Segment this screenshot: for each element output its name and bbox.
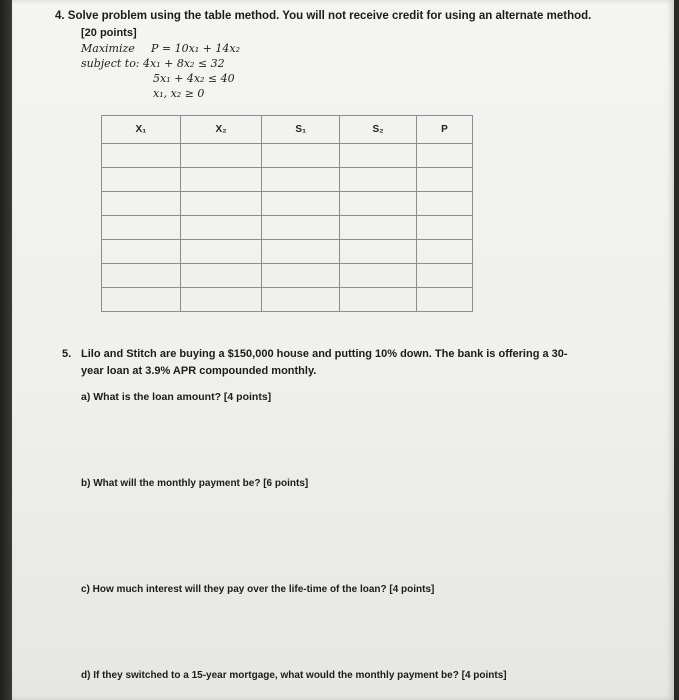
table-cell[interactable] bbox=[102, 192, 181, 216]
question-5-text-line-2: year loan at 3.9% APR compounded monthly. bbox=[81, 365, 317, 377]
table-cell[interactable] bbox=[340, 240, 417, 264]
subject-to-label: subject to: bbox=[81, 57, 140, 70]
question-5-number: 5. bbox=[62, 348, 72, 360]
table-cell[interactable] bbox=[102, 144, 181, 168]
table-cell[interactable] bbox=[180, 288, 262, 312]
table-cell[interactable] bbox=[416, 216, 472, 240]
table-cell[interactable] bbox=[340, 216, 417, 240]
table-cell[interactable] bbox=[102, 264, 181, 288]
table-row bbox=[102, 288, 473, 312]
table-cell[interactable] bbox=[102, 168, 181, 192]
table-cell[interactable] bbox=[180, 144, 262, 168]
table-row bbox=[102, 192, 473, 216]
table-cell[interactable] bbox=[416, 168, 472, 192]
table-cell[interactable] bbox=[416, 240, 472, 264]
table-cell[interactable] bbox=[340, 288, 417, 312]
table-cell[interactable] bbox=[262, 192, 340, 216]
question-4-points: [20 points] bbox=[81, 27, 137, 39]
header-p: P bbox=[416, 116, 472, 144]
header-s2: S₂ bbox=[340, 116, 417, 144]
table-cell[interactable] bbox=[262, 288, 340, 312]
question-5-part-c: c) How much interest will they pay over the life-time of the loan? [4 points] bbox=[81, 584, 435, 595]
table-row bbox=[102, 264, 473, 288]
constraint-1: 4x₁ + 8x₂ ≤ 32 bbox=[143, 57, 225, 70]
header-x1: X₁ bbox=[102, 116, 181, 144]
table-cell[interactable] bbox=[416, 288, 472, 312]
table-cell[interactable] bbox=[340, 144, 417, 168]
maximize-label: Maximize bbox=[81, 42, 135, 55]
simplex-header-row bbox=[102, 116, 473, 144]
table-cell[interactable] bbox=[102, 288, 181, 312]
background-edge-left bbox=[0, 0, 12, 700]
nonnegativity-constraint: x₁, x₂ ≥ 0 bbox=[153, 87, 205, 100]
question-5-part-b: b) What will the monthly payment be? [6 points] bbox=[81, 478, 309, 489]
question-4-heading: 4. Solve problem using the table method. You will not receive credit for using an alternate method. bbox=[55, 10, 592, 22]
table-cell[interactable] bbox=[416, 192, 472, 216]
table-row bbox=[102, 240, 473, 264]
table-cell[interactable] bbox=[180, 168, 262, 192]
question-5-text-line-1: Lilo and Stitch are buying a $150,000 house and putting 10% down. The bank is offering a 30- bbox=[81, 348, 568, 360]
table-cell[interactable] bbox=[262, 264, 340, 288]
table-row bbox=[102, 168, 473, 192]
constraint-row-2 bbox=[153, 72, 235, 85]
table-cell[interactable] bbox=[102, 240, 181, 264]
table-cell[interactable] bbox=[262, 240, 340, 264]
table-cell[interactable] bbox=[102, 216, 181, 240]
background-edge-right bbox=[674, 0, 679, 700]
objective-function: P = 10x₁ + 14x₂ bbox=[151, 42, 241, 55]
table-cell[interactable] bbox=[340, 264, 417, 288]
table-row bbox=[102, 216, 473, 240]
simplex-table bbox=[101, 115, 473, 312]
table-cell[interactable] bbox=[180, 264, 262, 288]
table-cell[interactable] bbox=[180, 192, 262, 216]
question-5-part-d: d) If they switched to a 15-year mortgage, what would the monthly payment be? [4 points] bbox=[81, 670, 507, 681]
question-5-part-a: a) What is the loan amount? [4 points] bbox=[81, 391, 272, 403]
header-s1: S₁ bbox=[262, 116, 340, 144]
table-cell[interactable] bbox=[340, 192, 417, 216]
table-cell[interactable] bbox=[416, 264, 472, 288]
table-cell[interactable] bbox=[416, 144, 472, 168]
table-cell[interactable] bbox=[340, 168, 417, 192]
table-cell[interactable] bbox=[180, 240, 262, 264]
table-cell[interactable] bbox=[262, 168, 340, 192]
header-x2: X₂ bbox=[180, 116, 262, 144]
objective-row bbox=[81, 42, 240, 55]
constraint-row-1 bbox=[81, 57, 225, 70]
constraint-2: 5x₁ + 4x₂ ≤ 40 bbox=[153, 72, 235, 85]
table-cell[interactable] bbox=[180, 216, 262, 240]
table-row bbox=[102, 144, 473, 168]
table-cell[interactable] bbox=[262, 144, 340, 168]
table-cell[interactable] bbox=[262, 216, 340, 240]
nonnegativity-row bbox=[153, 87, 204, 100]
